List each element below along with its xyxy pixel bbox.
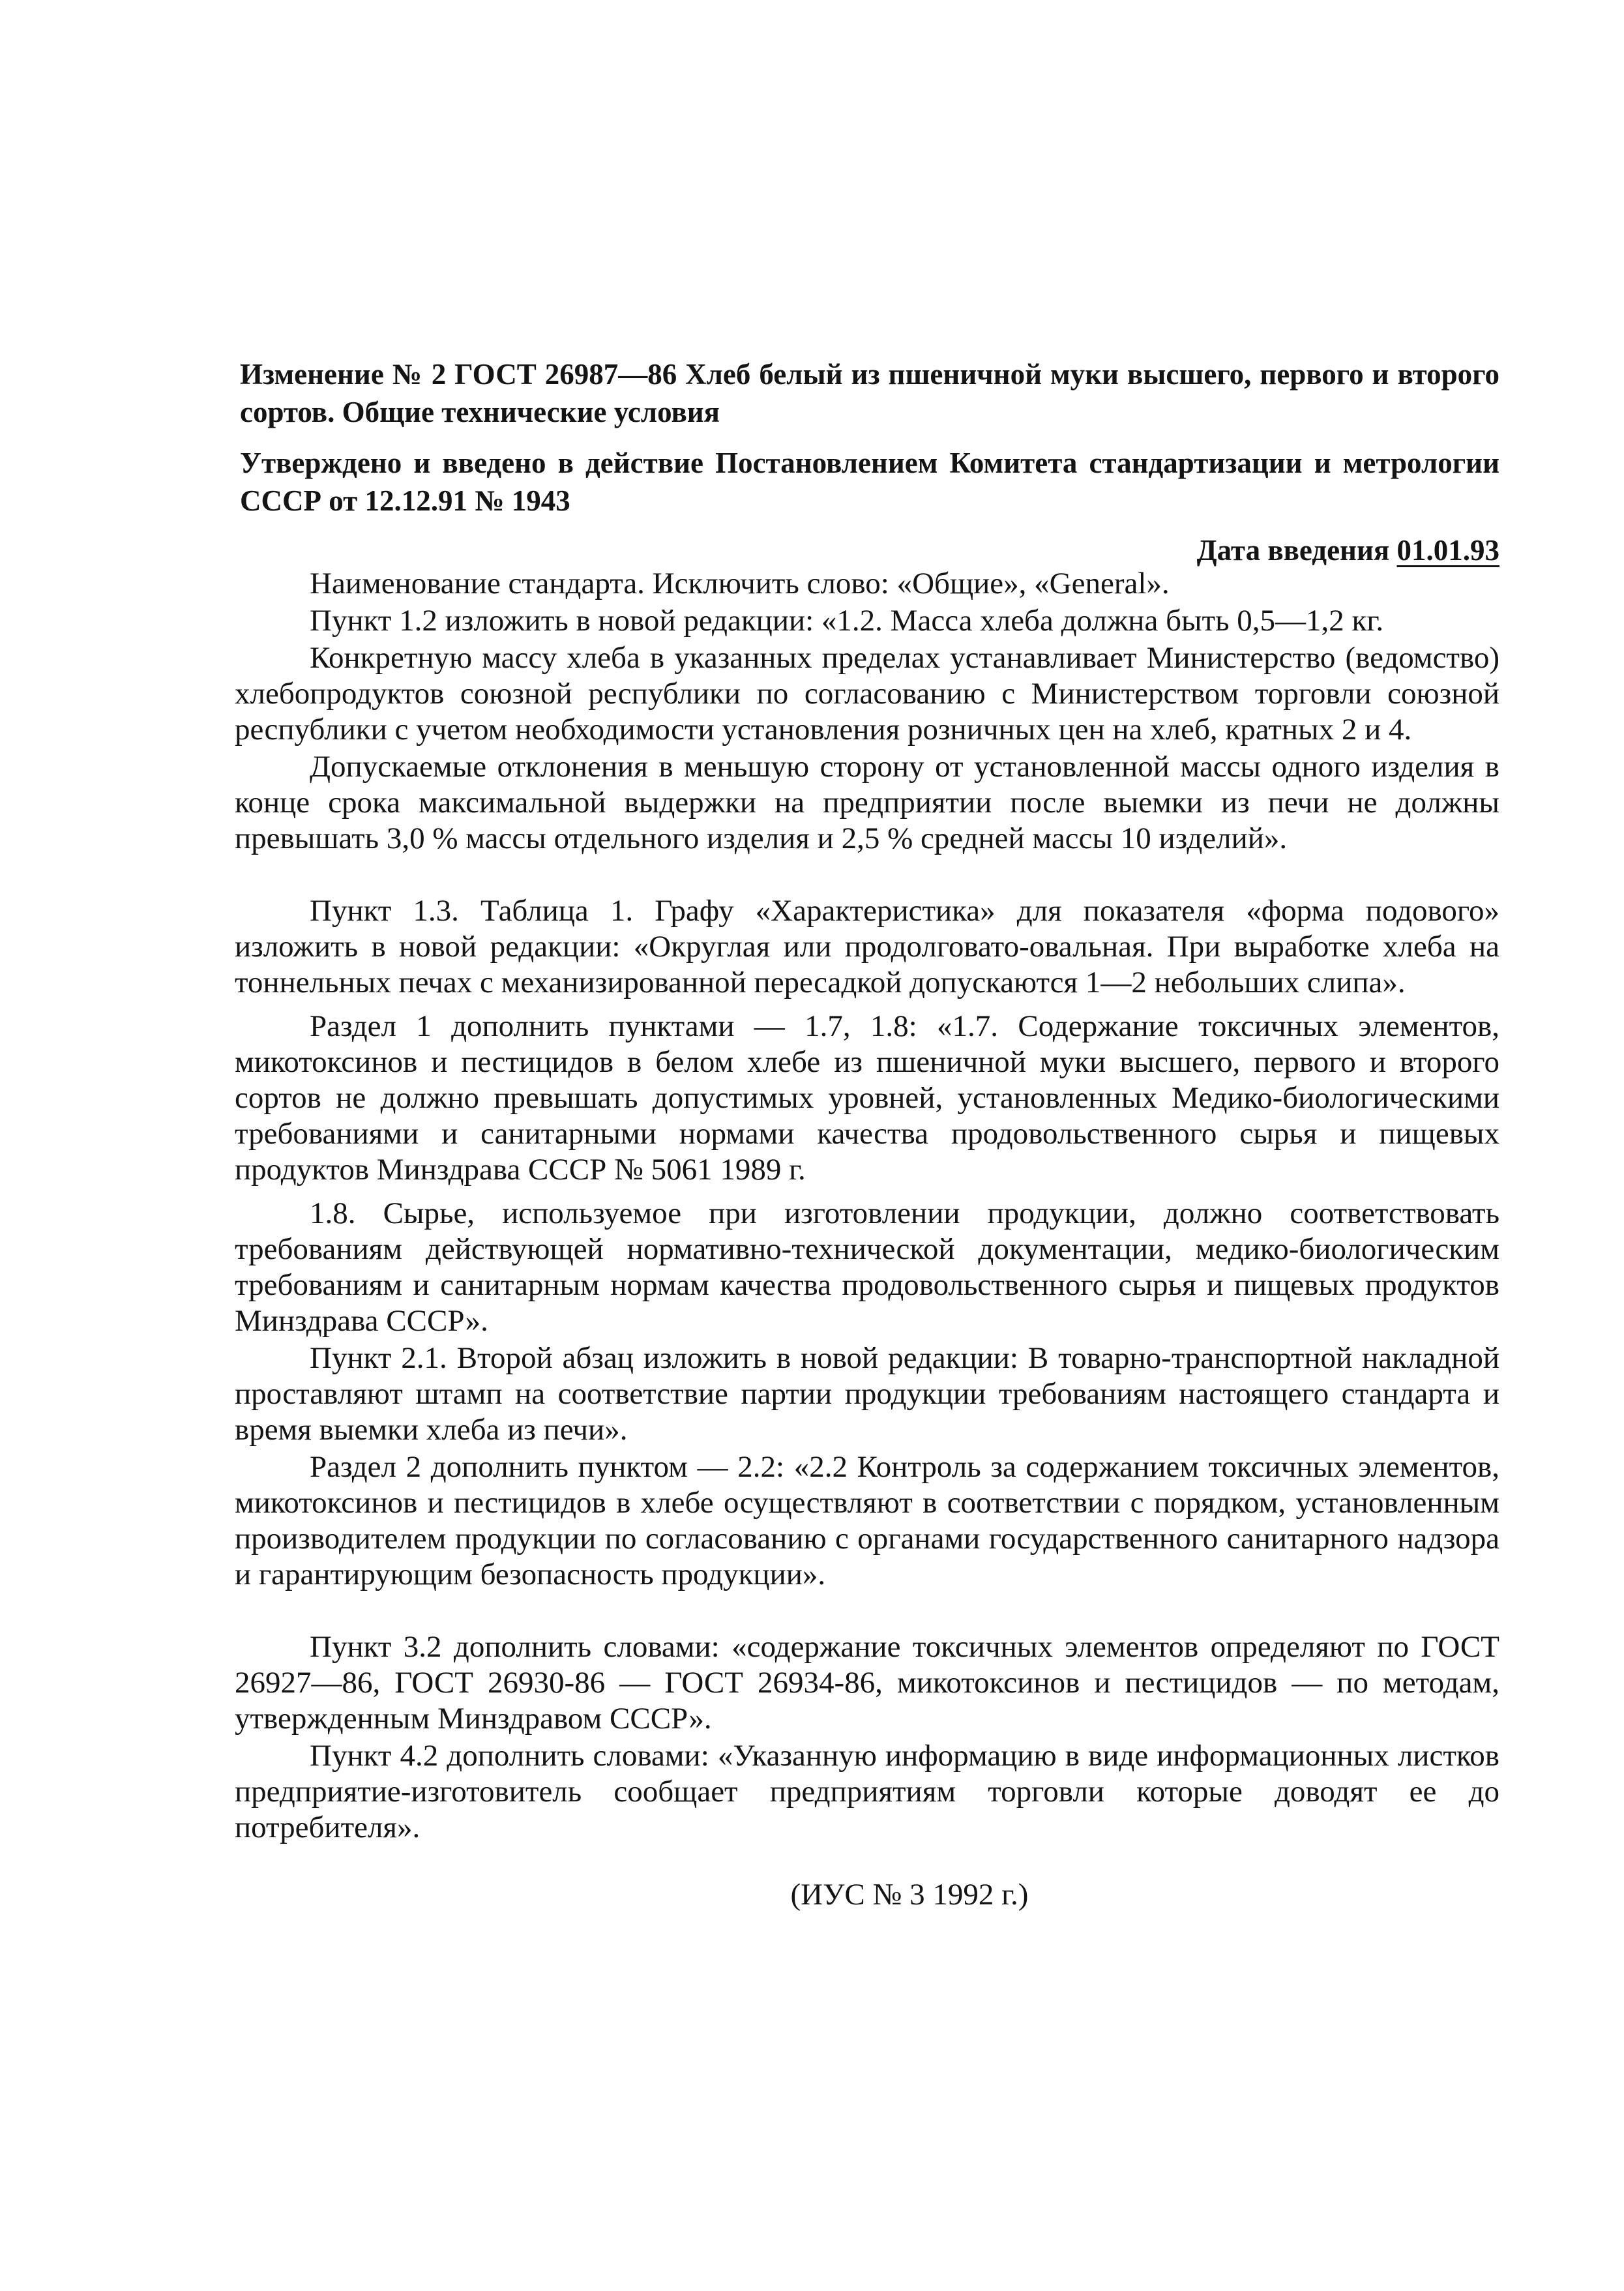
paragraph-clause-3-2: Пункт 3.2 дополнить словами: «содержание токсичных элементов определяют по ГОСТ 26927—86, ГОСТ 26930-86 — ГОСТ 26934-86, микотоксинов и пестицидов — по методам, утвержденным Минздравом СССР». <box>235 1630 1499 1736</box>
paragraph-specific-mass: Конкретную массу хлеба в указанных пределах устанавливает Министерство (ведомство) хлебопродуктов союзной республики по согласованию с Министерством торговли союзной республики с учетом необходимости установления розничных цен на хлеб, кратных 2 и 4. <box>235 641 1499 746</box>
paragraph-clause-2-1: Пункт 2.1. Второй абзац изложить в новой редакции: В товарно-транспортной накладной проставляют штамп на соответствие партии продукции требованиям настоящего стандарта и время выемки хлеба из печи». <box>235 1341 1499 1447</box>
paragraph-clause-1-3: Пункт 1.3. Таблица 1. Графу «Характеристика» для показателя «форма подового» изложить в новой редакции: «Округлая или продолговато-овальная. При выработке хлеба на тоннельных печах с механизированной пересадкой допускаются 1—2 небольших слипа». <box>235 894 1499 999</box>
source-reference: (ИУС № 3 1992 г.) <box>790 1878 1029 1912</box>
paragraph-clause-2-2: Раздел 2 дополнить пунктом — 2.2: «2.2 Контроль за содержанием токсичных элементов, микотоксинов и пестицидов в хлебе осуществляют в соответствии с порядком, установленным производителем продукции по согласованию с органами государственного санитарного надзора и гарантирующим безопасность продукции». <box>235 1450 1499 1591</box>
effective-date-line <box>240 531 1499 569</box>
amendment-body <box>235 566 1499 1913</box>
approval-statement: Утверждено и введено в действие Постановлением Комитета стандартизации и метрологии СССР от 12.12.91 № 1943 <box>240 447 1499 517</box>
document-title: Изменение № 2 ГОСТ 26987—86 Хлеб белый из пшеничной муки высшего, первого и второго сортов. Общие технические условия <box>240 358 1499 428</box>
paragraph-name-change: Наименование стандарта. Исключить слово: «Общие», «General». <box>310 567 1170 600</box>
paragraph-clause-1-7: Раздел 1 дополнить пунктами — 1.7, 1.8: «1.7. Содержание токсичных элементов, микотоксинов и пестицидов в белом хлебе из пшеничной муки высшего, первого и второго сортов не должно превышать допустимых уровней, установленных Медико-биологическими требованиями и санитарными нормами качества продовольственного сырья и пищевых продуктов Минздрава СССР № 5061 1989 г. <box>235 1009 1499 1187</box>
effective-date-value: 01.01.93 <box>1396 534 1499 567</box>
paragraph-clause-4-2: Пункт 4.2 дополнить словами: «Указанную информацию в виде информационных листков предприятие-изготовитель сообщает предприятиям торговли которые доводят ее до потребителя». <box>235 1739 1499 1844</box>
document-header <box>240 355 1499 569</box>
paragraph-clause-1-8: 1.8. Сырье, используемое при изготовлении продукции, должно соответствовать требованиям действующей нормативно-технической документации, медико-биологическим требованиям и санитарным нормам качества продовольственного сырья и пищевых продуктов Минздрава СССР». <box>235 1196 1499 1338</box>
paragraph-clause-1-2: Пункт 1.2 изложить в новой редакции: «1.2. Масса хлеба должна быть 0,5—1,2 кг. <box>310 604 1384 638</box>
effective-date-label: Дата введения <box>1196 534 1390 567</box>
paragraph-tolerances: Допускаемые отклонения в меньшую сторону от установленной массы одного изделия в конце срока максимальной выдержки на предприятии после выемки из печи не должны превышать 3,0 % массы отдельного изделия и 2,5 % средней массы 10 изделий». <box>235 750 1499 855</box>
